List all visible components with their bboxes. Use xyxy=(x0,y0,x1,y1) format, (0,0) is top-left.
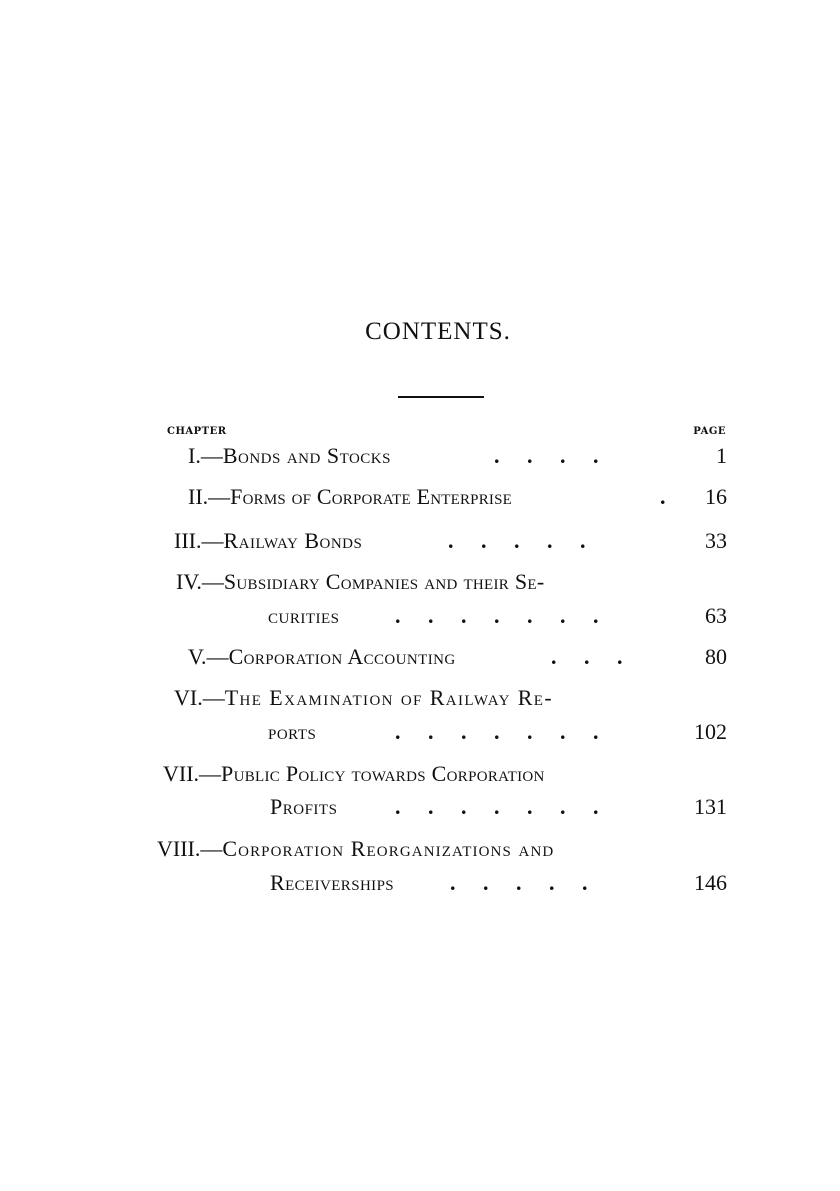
chapter-title-continuation: ports xyxy=(268,719,317,744)
chapter-title: Forms of Corporate Enterprise xyxy=(230,484,513,509)
toc-entry-3: III.—Railway Bonds xyxy=(174,528,363,553)
page-number: 131 xyxy=(694,794,727,819)
leader-dots: . . . . . . . xyxy=(395,603,599,628)
toc-entry-8-continuation xyxy=(270,870,394,896)
title-rule xyxy=(398,396,484,398)
toc-entry-1: I.—Bonds and Stocks xyxy=(188,443,391,468)
chapter-title: Bonds and Stocks xyxy=(222,443,391,468)
page-column-heading: PAGE xyxy=(693,426,726,437)
page-title: CONTENTS. xyxy=(365,318,511,345)
chapter-numeral: VI. xyxy=(174,685,203,710)
chapter-title-continuation: curities xyxy=(268,603,340,628)
leader-dots: . . . . . . . xyxy=(395,719,599,744)
page-number: 33 xyxy=(705,528,727,553)
chapter-title: Corporation Reorganizations and xyxy=(222,836,555,861)
chapter-title-continuation: Receiverships xyxy=(270,870,395,895)
chapter-title: Corporation Accounting xyxy=(228,644,456,669)
chapter-numeral: III. xyxy=(174,528,202,553)
toc-entry-6: VI.—The Examination of Railway Re- xyxy=(174,685,554,710)
chapter-title: Railway Bonds xyxy=(223,528,363,553)
leader-dots: . . . xyxy=(551,644,623,669)
toc-entry-2: II.—Forms of Corporate Enterprise xyxy=(188,484,513,509)
leader-dots: . . . . . . . xyxy=(395,794,599,819)
page-number: 80 xyxy=(705,644,727,669)
toc-entry-5: V.—Corporation Accounting xyxy=(188,644,456,669)
chapter-numeral: I. xyxy=(188,443,201,468)
toc-entry-6-continuation xyxy=(268,719,316,745)
chapter-numeral: IV. xyxy=(176,569,202,594)
leader-dots: . . . . . xyxy=(448,528,586,553)
chapter-numeral: VIII. xyxy=(157,836,201,861)
chapter-numeral: II. xyxy=(188,484,209,509)
toc-entry-4: IV.—Subsidiary Companies and their Se- xyxy=(176,569,545,594)
chapter-column-heading: CHAPTER xyxy=(167,426,227,437)
chapter-title-continuation: Profits xyxy=(270,794,338,819)
chapter-title: The Examination of Railway Re- xyxy=(224,685,554,710)
chapter-title: Subsidiary Companies and their Se- xyxy=(223,569,545,594)
toc-entry-4-continuation xyxy=(268,603,340,629)
page-number: 102 xyxy=(694,719,727,744)
page-number: 146 xyxy=(694,870,727,895)
leader-dots: . xyxy=(660,484,666,509)
chapter-numeral: V. xyxy=(188,644,207,669)
page-number: 1 xyxy=(716,443,727,468)
toc-entry-8: VIII.—Corporation Reorganizations and xyxy=(157,836,555,861)
toc-entry-7: VII.—Public Policy towards Corporation xyxy=(163,761,545,786)
toc-entry-7-continuation xyxy=(270,794,337,820)
leader-dots: . . . . . xyxy=(450,870,588,895)
chapter-title: Public Policy towards Corporation xyxy=(221,761,545,786)
chapter-numeral: VII. xyxy=(163,761,200,786)
page-number: 16 xyxy=(705,484,727,509)
page-number: 63 xyxy=(705,603,727,628)
leader-dots: . . . . xyxy=(494,443,599,468)
